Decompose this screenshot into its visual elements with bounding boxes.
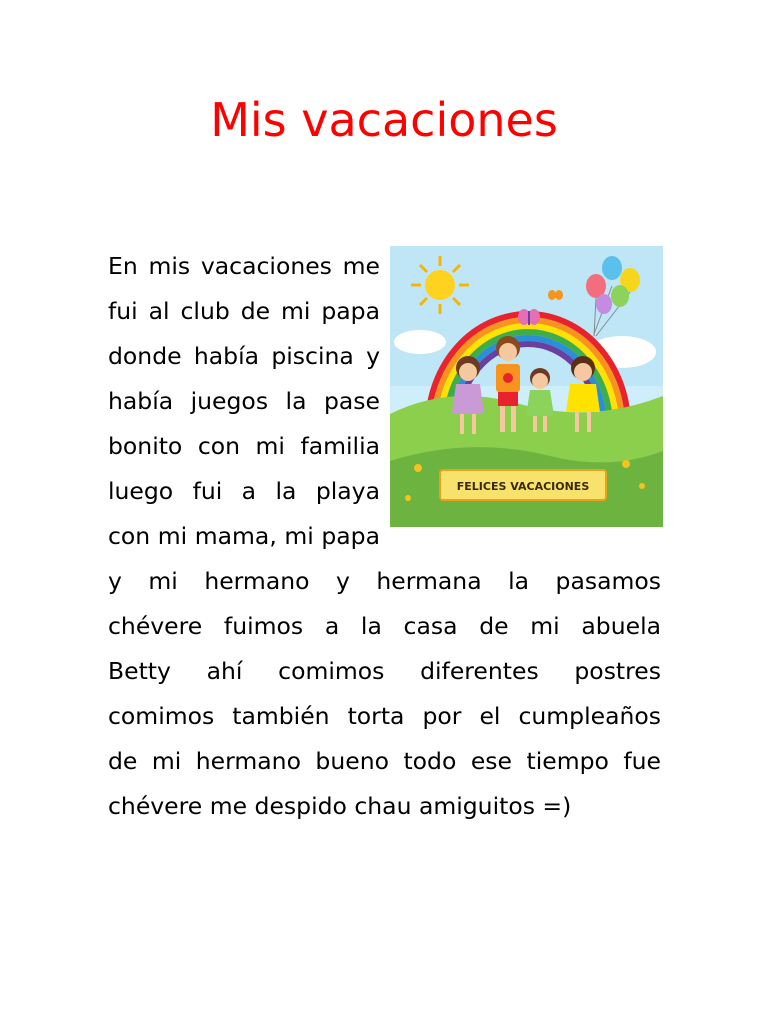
paragraph-line: luego fui a la playa [108, 477, 380, 505]
paragraph-line: Betty ahí comimos diferentes postres [108, 657, 661, 685]
paragraph-line: comimos también torta por el cumpleaños [108, 702, 661, 730]
page-title: Mis vacaciones [210, 93, 558, 147]
butterfly-icon [518, 309, 540, 325]
banner-text: FELICES VACACIONES [456, 480, 590, 493]
paragraph-line: fui al club de mi papa [108, 297, 380, 325]
vacation-illustration [390, 246, 663, 527]
paragraph-line: y mi hermano y hermana la pasamos [108, 567, 661, 595]
paragraph-line: había juegos la pase [108, 387, 380, 415]
paragraph-line: con mi mama, mi papa [108, 522, 380, 550]
paragraph-line: chévere me despido chau amiguitos =) [108, 792, 572, 820]
paragraph-line: chévere fuimos a la casa de mi abuela [108, 612, 661, 640]
paragraph-line: En mis vacaciones me [108, 252, 380, 280]
paragraph-line: donde había piscina y [108, 342, 380, 370]
paragraph-line: de mi hermano bueno todo ese tiempo fue [108, 747, 661, 775]
paragraph-line: bonito con mi familia [108, 432, 380, 460]
banner [440, 470, 606, 500]
